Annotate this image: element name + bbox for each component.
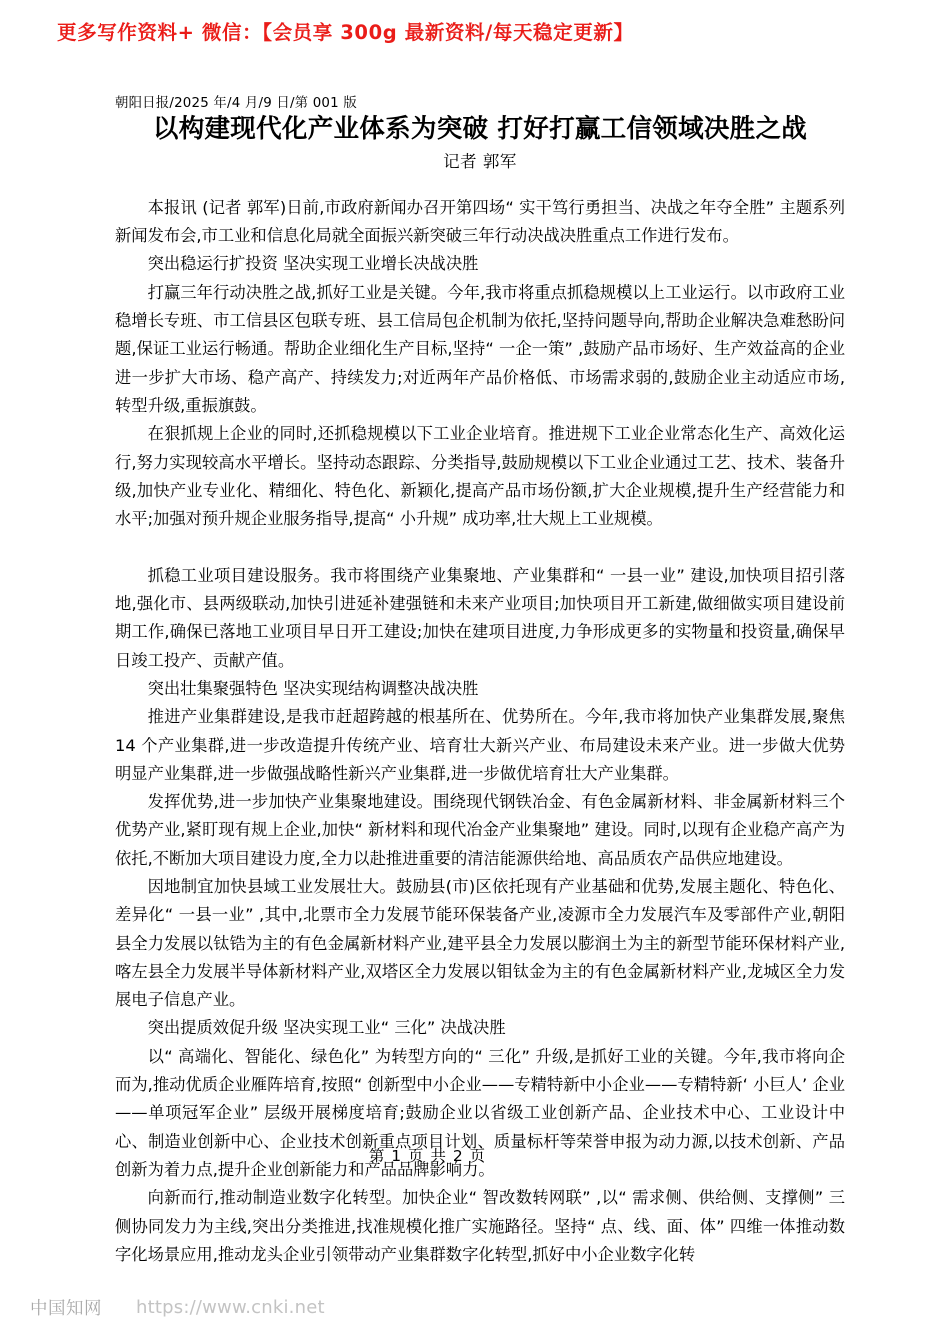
- paragraph-subhead-1: 突出稳运行扩投资 坚决实现工业增长决战决胜: [147, 254, 479, 274]
- paragraph-body-6: 因地制宜加快县域工业发展壮大。鼓励县(市)区依托现有产业基础和优势,发展主题化、特色化、差异化“ 一县一业” ,其中,北票市全力发展节能环保装备产业,凌源市全力发展汽车及零部件产业,朝阳县全力发展以钛锆为主的有色金属新材料产业,建平县全力发展以膨润土为主的新型节能环保材料产业,喀左县全力发展半导体新材料产业,双塔区全力发展以钼钛金为主的有色金属新材料产业,龙城区全力发展电子信息产业。: [115, 877, 845, 1010]
- paragraph-subhead-3: 突出提质效促升级 坚决实现工业“ 三化” 决战决胜: [147, 1018, 506, 1038]
- paragraph-subhead-2: 突出壮集聚强特色 坚决实现结构调整决战决胜: [147, 678, 479, 698]
- paragraph-body-7: 以“ 高端化、智能化、绿色化” 为转型方向的“ 三化” 升级,是抓好工业的关键。今年,我市将向企而为,推动优质企业雁阵培育,按照“ 创新型中小企业——专精特新中小企业——专精特新‘ 小巨人’ 企业——单项冠军企业” 层级开展梯度培育;鼓励企业以省级工业创新产品、企业技术中心、工业设计中心、制造业创新中心、企业技术创新重点项目计划、质量标杆等荣誉申报为动力源,以技术创新、产品创新为着力点,提升企业创新能力和产品品牌影响力。: [115, 1046, 845, 1179]
- page-number-footer: 第 1 页 共 2 页: [368, 1147, 487, 1165]
- document-content: [115, 92, 845, 1269]
- paragraph-body-3: 抓稳工业项目建设服务。我市将围绕产业集聚地、产业集群和“ 一县一业” 建设,加快项目招引落地,强化市、县两级联动,加快引进延补建强链和未来产业项目;加快项目开工新建,做细做实项目建设前期工作,确保已落地工业项目早日开工建设;加快在建项目进度,力争形成更多的实物量和投资量,确保早日竣工投产、贡献产值。: [115, 565, 845, 670]
- cnki-url-text: https://www.cnki.net: [136, 1296, 325, 1318]
- paragraph-body-2: 在狠抓规上企业的同时,还抓稳规模以下工业企业培育。推进规下工业企业常态化生产、高效化运行,努力实现较高水平增长。坚持动态跟踪、分类指导,鼓励规模以下工业企业通过工艺、技术、装备升级,加快产业专业化、精细化、特色化、新颖化,提高产品市场份额,扩大企业规模,提升生产经营能力和水平;加强对预升规企业服务指导,提高“ 小升规” 成功率,壮大规上工业规模。: [115, 424, 845, 529]
- article-byline: 记者 郭军: [443, 151, 517, 171]
- paragraph-body-5: 发挥优势,进一步加快产业集聚地建设。围绕现代钢铁冶金、有色金属新材料、非金属新材料三个优势产业,紧盯现有规上企业,加快“ 新材料和现代冶金产业集聚地” 建设。同时,以现有企业稳产高产为依托,不断加大项目建设力度,全力以赴推进重要的清洁能源供给地、高品质农产品供应地建设。: [115, 792, 845, 868]
- cnki-watermark: [0, 1284, 950, 1330]
- masthead-line: 朝阳日报/2025 年/4 月/9 日/第 001 版: [115, 96, 357, 111]
- paragraph-body-8: 向新而行,推动制造业数字化转型。加快企业“ 智改数转网联” ,以“ 需求侧、供给侧、支撑侧” 三侧协同发力为主线,突出分类推进,找准规模化推广实施路径。坚持“ 点、线、面、体” 四维一体推动数字化场景应用,推动龙头企业引领带动产业集群数字化转型,抓好中小企业数字化转: [115, 1188, 845, 1264]
- promo-banner-text: 更多写作资料+ 微信：【会员享 300g 最新资料/每天稳定更新】: [57, 21, 634, 44]
- paragraph-body-4: 推进产业集群建设,是我市赶超跨越的根基所在、优势所在。今年,我市将加快产业集群发展,聚焦 14 个产业集群,进一步改造提升传统产业、培育壮大新兴产业、布局建设未来产业。进一步做大优势明显产业集群,进一步做强战略性新兴产业集群,进一步做优培育壮大产业集群。: [115, 707, 845, 783]
- document-page: [0, 62, 950, 1280]
- article-body: [115, 194, 845, 1269]
- paragraph-lead: 本报讯 (记者 郭军)日前,市政府新闻办召开第四场“ 实干笃行勇担当、决战之年夺全胜” 主题系列新闻发布会,市工业和信息化局就全面振兴新突破三年行动决战决胜重点工作进行发布。: [115, 197, 845, 246]
- article-headline: 以构建现代化产业体系为突破 打好打赢工信领域决胜之战: [152, 114, 808, 144]
- promo-banner: [0, 0, 950, 62]
- paragraph-body-1: 打赢三年行动决胜之战,抓好工业是关键。今年,我市将重点抓稳规模以上工业运行。以市政府工业稳增长专班、市工信县区包联专班、县工信局包企机制为依托,坚持问题导向,帮助企业解决急难愁盼问题,保证工业运行畅通。帮助企业细化生产目标,坚持“ 一企一策” ,鼓励产品市场好、生产效益高的企业进一步扩大市场、稳产高产、持续发力;对近两年产品价格低、市场需求弱的,鼓励企业主动适应市场,转型升级,重振旗鼓。: [115, 282, 845, 415]
- cnki-logo-text: 中国知网: [30, 1298, 102, 1319]
